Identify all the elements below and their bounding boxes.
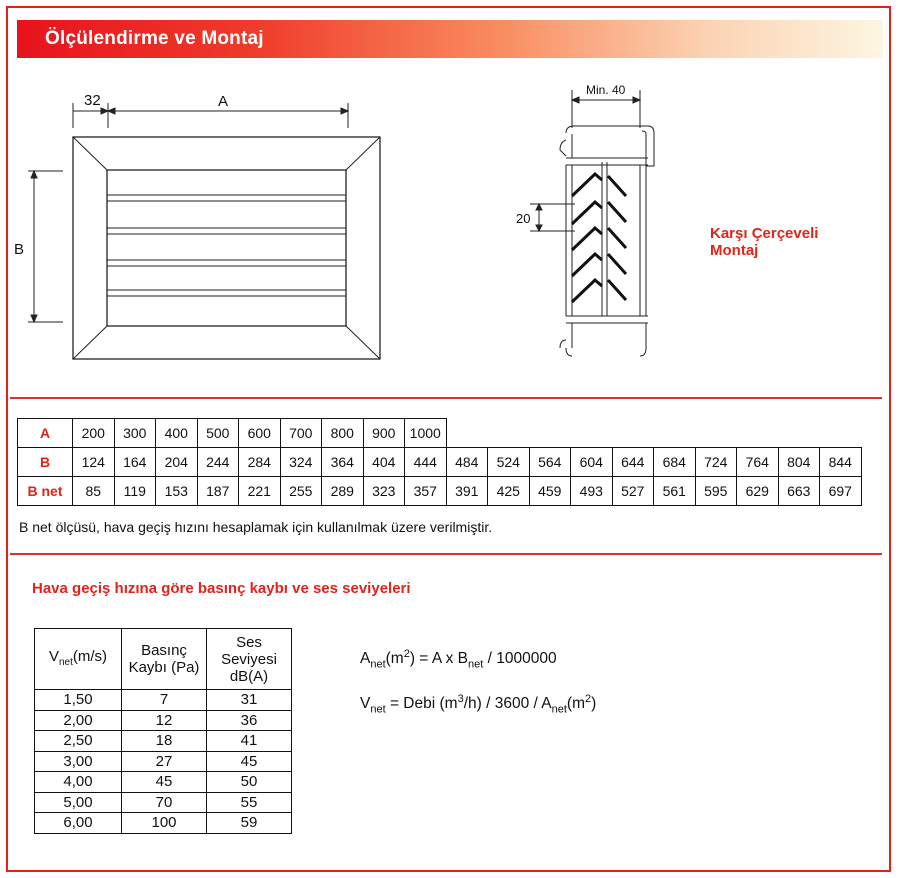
table-row xyxy=(18,419,862,448)
dim-20-label: 20 xyxy=(516,211,531,226)
cell: 459 xyxy=(529,477,571,506)
section-title: Hava geçiş hızına göre basınç kaybı ve ses seviyeleri xyxy=(32,580,411,597)
cell: 561 xyxy=(654,477,696,506)
cell: 764 xyxy=(737,448,779,477)
formula-anet: $A_{net}(m^2) = A$ x $B_{net} / 1000000$ xyxy=(360,648,557,671)
cell: 724 xyxy=(695,448,737,477)
cell: 524 xyxy=(488,448,530,477)
cell: 444 xyxy=(405,448,447,477)
cell: 527 xyxy=(612,477,654,506)
cell: 493 xyxy=(571,477,613,506)
cell: 200 xyxy=(73,419,115,448)
cell: 800 xyxy=(322,419,364,448)
cell: 364 xyxy=(322,448,364,477)
cell: 255 xyxy=(280,477,322,506)
cell: 85 xyxy=(73,477,115,506)
table-row xyxy=(18,448,862,477)
cell: 187 xyxy=(197,477,239,506)
cell: 663 xyxy=(778,477,820,506)
cell: 153 xyxy=(156,477,198,506)
cell: 124 xyxy=(73,448,115,477)
table-row: 2,00 12 36 xyxy=(35,710,292,731)
table-row: 1,50 7 31 xyxy=(35,690,292,711)
header-banner xyxy=(17,20,883,58)
cell: 484 xyxy=(446,448,488,477)
cell: 164 xyxy=(114,448,156,477)
cell: 629 xyxy=(737,477,779,506)
table-row: 4,00 45 50 xyxy=(35,772,292,793)
cell: 284 xyxy=(239,448,281,477)
cell: 400 xyxy=(156,419,198,448)
section-divider-1 xyxy=(10,397,882,399)
dim-b-label: B xyxy=(14,241,25,258)
cell: 324 xyxy=(280,448,322,477)
header-sound-level: Ses Seviyesi dB(A) xyxy=(207,629,292,690)
section-divider-2 xyxy=(10,553,882,555)
cell: 500 xyxy=(197,419,239,448)
cell: 804 xyxy=(778,448,820,477)
dim-32-label: 32 xyxy=(84,92,101,109)
cell: 697 xyxy=(820,477,862,506)
row-label-b: B xyxy=(18,448,73,477)
table-row xyxy=(18,477,862,506)
cell: 604 xyxy=(571,448,613,477)
header-vnet: $V_{net}(m/s)$ xyxy=(35,629,122,690)
cell: 357 xyxy=(405,477,447,506)
cell: 244 xyxy=(197,448,239,477)
cell: 700 xyxy=(280,419,322,448)
header-pressure-loss: Basınç Kaybı (Pa) xyxy=(122,629,207,690)
dim-a-label: A xyxy=(218,93,229,110)
dimensions-table xyxy=(17,418,862,506)
cell: 684 xyxy=(654,448,696,477)
cell: 119 xyxy=(114,477,156,506)
table-row: 2,50 18 41 xyxy=(35,731,292,752)
cell: 221 xyxy=(239,477,281,506)
table-row: 3,00 27 45 xyxy=(35,751,292,772)
cell: 323 xyxy=(363,477,405,506)
cell: 600 xyxy=(239,419,281,448)
cell: 1000 xyxy=(405,419,447,448)
page-title: Ölçülendirme ve Montaj xyxy=(45,28,264,49)
cell: 595 xyxy=(695,477,737,506)
cell: 289 xyxy=(322,477,364,506)
row-label-bnet: B net xyxy=(18,477,73,506)
cell: 300 xyxy=(114,419,156,448)
table-header-row xyxy=(35,629,292,690)
formula-vnet: $V_{net}$ = Debi $(m^3/h) / 3600 / A_{net}(m^2)$ xyxy=(360,693,597,716)
cell: 404 xyxy=(363,448,405,477)
mounting-caption: Karşı Çerçeveli Montaj xyxy=(710,225,819,259)
cell: 425 xyxy=(488,477,530,506)
performance-table xyxy=(34,628,292,834)
table-row: 5,00 70 55 xyxy=(35,792,292,813)
dim-min40-label: Min. 40 xyxy=(586,83,626,97)
cell: 644 xyxy=(612,448,654,477)
cell: 844 xyxy=(820,448,862,477)
cell: 564 xyxy=(529,448,571,477)
cell: 391 xyxy=(446,477,488,506)
grille-section-diagram xyxy=(500,78,680,368)
grille-front-diagram xyxy=(0,70,420,370)
cell: 204 xyxy=(156,448,198,477)
bnet-note: B net ölçüsü, hava geçiş hızını hesaplamak için kullanılmak üzere verilmiştir. xyxy=(19,519,493,535)
row-label-a: A xyxy=(18,419,73,448)
table-row: 6,00 100 59 xyxy=(35,813,292,834)
cell: 900 xyxy=(363,419,405,448)
